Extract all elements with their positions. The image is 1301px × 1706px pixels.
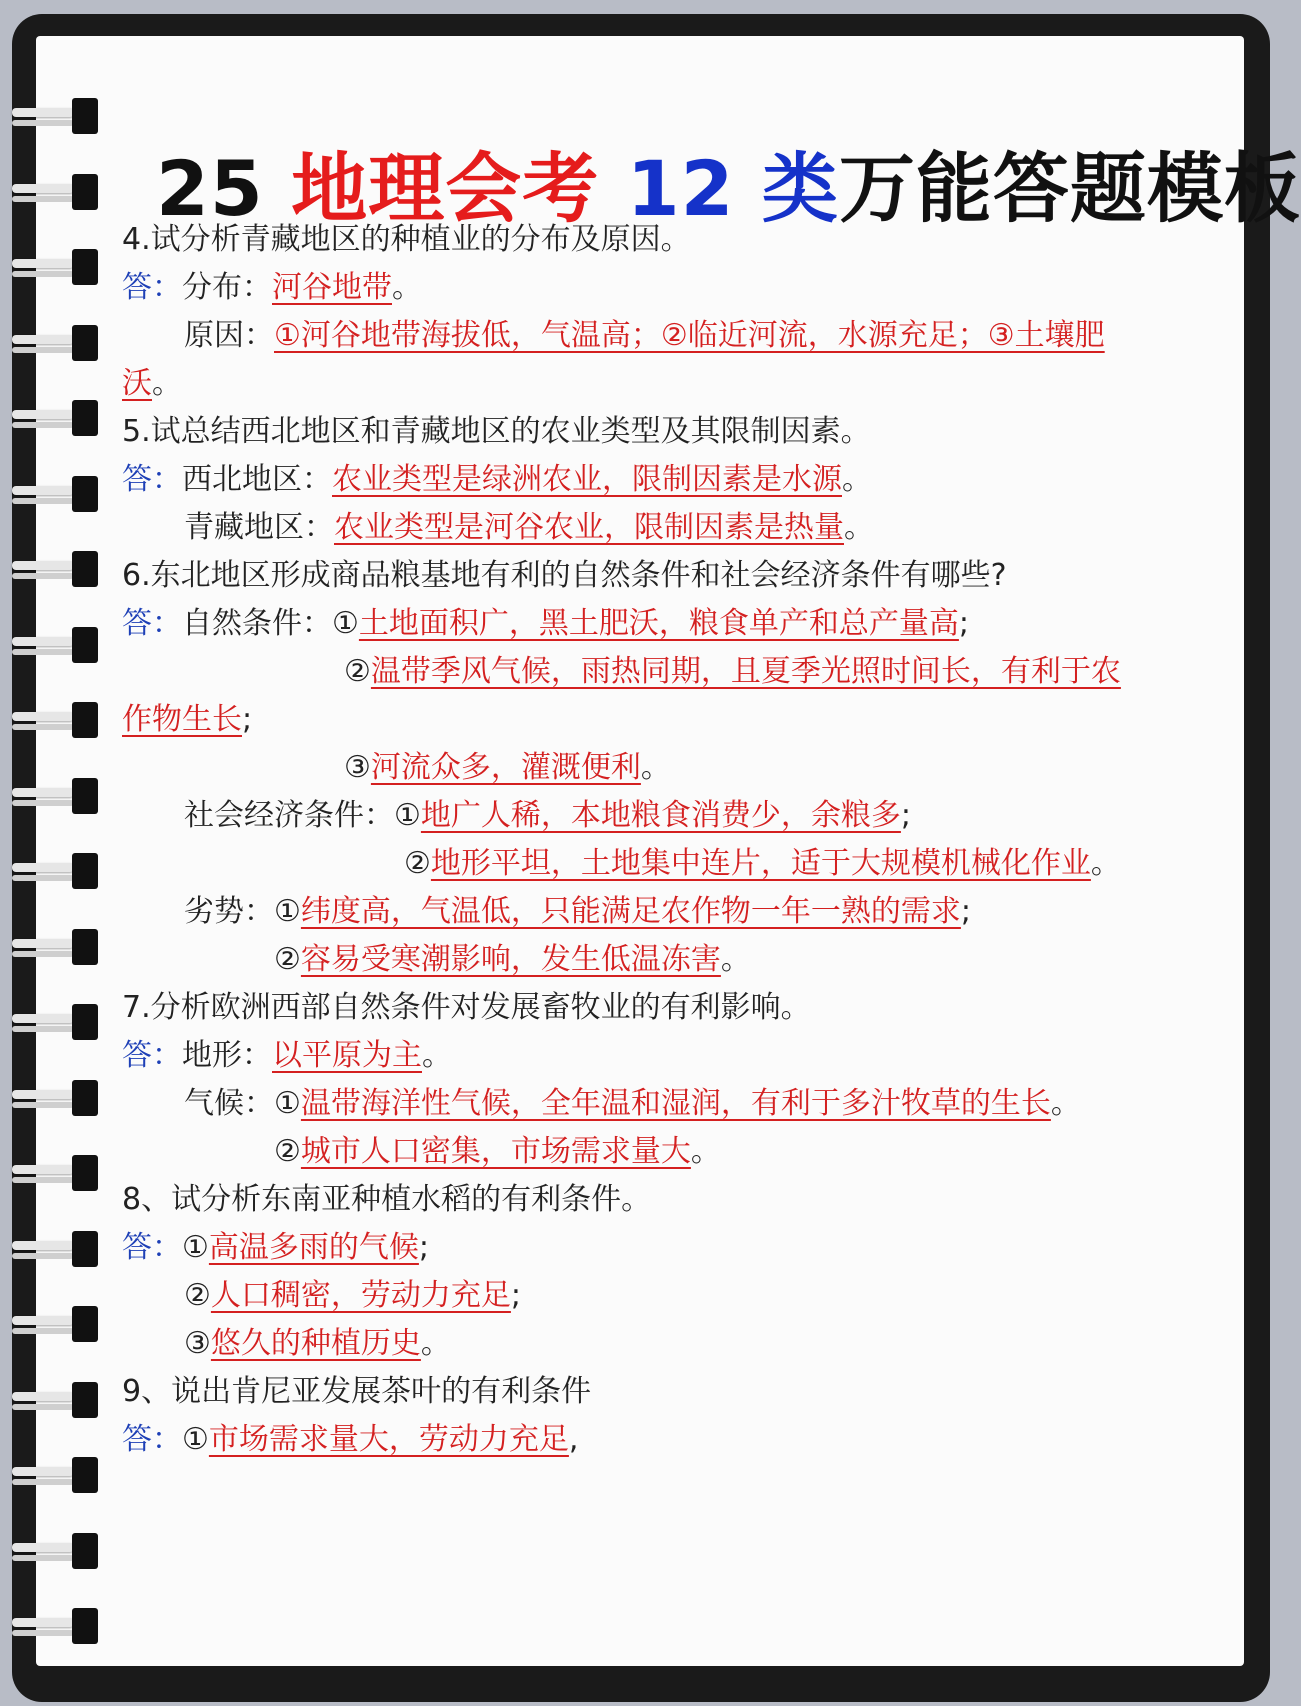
item-number: ② [404, 846, 431, 881]
item-number: ① [182, 1422, 209, 1457]
highlight-text: 城市人口密集，市场需求量大 [300, 1134, 691, 1169]
highlight-text: 地形平坦，土地集中连片，适于大规模机械化作业 [430, 846, 1091, 881]
answer-7-climate-2 [274, 1132, 721, 1172]
question-text: 5.试总结西北地区和青藏地区的农业类型及其限制因素。 [122, 414, 871, 449]
binding-ring [12, 1151, 104, 1195]
answer-4-reason [184, 316, 1105, 356]
item-label: 自然条件： [182, 606, 332, 641]
answer-5-qingzang [184, 508, 874, 548]
answer-6-disadvantage-1 [184, 892, 971, 932]
binding-ring [12, 245, 104, 289]
punct: 。 [1050, 1086, 1081, 1121]
item-label: 地形： [182, 1038, 272, 1073]
notebook-cover [12, 14, 1301, 1702]
question-text: 8、试分析东南亚种植水稻的有利条件。 [122, 1182, 652, 1217]
binding-ring [12, 623, 104, 667]
punct: 。 [420, 1326, 451, 1361]
punct: 。 [640, 750, 671, 785]
punct: , [568, 1422, 579, 1457]
punct: 。 [844, 510, 874, 545]
binding-ring [12, 1000, 104, 1044]
item-number: ① [274, 1086, 301, 1121]
answer-6-natural-2 [344, 652, 1121, 692]
highlight-text: 高温多雨的气候 [208, 1230, 419, 1265]
binding-ring [12, 1378, 104, 1422]
item-number: ② [274, 1134, 301, 1169]
punct: ; [958, 606, 970, 641]
title-part-type: 类 [761, 144, 839, 233]
question-6 [122, 556, 1007, 596]
answer-8-3 [184, 1324, 451, 1364]
highlight-text: 温带海洋性气候，全年温和湿润，有利于多汁牧草的生长 [300, 1086, 1051, 1121]
punct: ; [510, 1278, 522, 1313]
punct: 。 [392, 270, 422, 305]
question-4 [122, 220, 691, 260]
punct: ; [242, 702, 253, 737]
notebook-page [36, 36, 1301, 1666]
answer-5-northwest [122, 460, 872, 500]
answer-label: 答： [122, 462, 182, 497]
highlight-text: 沃 [122, 366, 152, 401]
answer-6-natural-2-cont [122, 700, 252, 740]
question-5 [122, 412, 871, 452]
binding-ring [12, 396, 104, 440]
answer-8-1 [122, 1228, 429, 1268]
binding-ring [12, 94, 104, 138]
answer-6-social-1 [184, 796, 911, 836]
highlight-text: 温带季风气候，雨热同期，且夏季光照时间长，有利于农 [370, 654, 1121, 689]
item-number: ① [182, 1230, 209, 1265]
answer-8-2 [184, 1276, 521, 1316]
highlight-text: 人口稠密，劳动力充足 [210, 1278, 511, 1313]
item-label: 原因： [184, 318, 274, 353]
punct: 。 [690, 1134, 721, 1169]
binding-ring [12, 547, 104, 591]
item-label: 社会经济条件： [184, 798, 394, 833]
highlight-text: 河谷地带 [272, 270, 392, 305]
answer-6-disadvantage-2 [274, 940, 751, 980]
question-7 [122, 988, 811, 1028]
item-label: 气候： [184, 1086, 274, 1121]
binding-ring [12, 849, 104, 893]
answer-label: 答： [122, 1038, 182, 1073]
item-number: ① [394, 798, 421, 833]
item-label: 青藏地区： [184, 510, 334, 545]
punct: 。 [720, 942, 751, 977]
answer-label: 答： [122, 606, 182, 641]
item-number: ③ [184, 1326, 211, 1361]
title-part-template: 万能答题模板 [838, 144, 1301, 233]
highlight-text: 农业类型是河谷农业，限制因素是热量 [334, 510, 844, 545]
question-text: 6.东北地区形成商品粮基地有利的自然条件和社会经济条件有哪些? [122, 558, 1007, 593]
highlight-text: 悠久的种植历史 [210, 1326, 421, 1361]
binding-ring [12, 1529, 104, 1573]
punct: 。 [842, 462, 872, 497]
question-9 [122, 1372, 591, 1412]
answer-7-climate-1 [184, 1084, 1081, 1124]
title-part-subject: 地理会考 [291, 144, 600, 233]
punct: ; [960, 894, 972, 929]
question-text: 4.试分析青藏地区的种植业的分布及原因。 [122, 222, 691, 257]
item-number: ② [274, 942, 301, 977]
highlight-text: 容易受寒潮影响，发生低温冻害 [300, 942, 721, 977]
item-number: ③ [344, 750, 371, 785]
punct: ; [418, 1230, 430, 1265]
highlight-text: 市场需求量大，劳动力充足 [208, 1422, 569, 1457]
punct: 。 [152, 366, 182, 401]
answer-6-natural-3 [344, 748, 671, 788]
punct: 。 [1090, 846, 1121, 881]
binding-ring [12, 1453, 104, 1497]
item-label: 西北地区： [182, 462, 332, 497]
highlight-text: 以平原为主 [272, 1038, 422, 1073]
answer-4-reason-cont [122, 364, 182, 404]
title-part-number: 25 [156, 144, 292, 233]
binding-ring [12, 698, 104, 742]
item-label: 劣势： [184, 894, 274, 929]
question-text: 9、说出肯尼亚发展茶叶的有利条件 [122, 1374, 592, 1409]
binding-ring [12, 1227, 104, 1271]
question-8 [122, 1180, 651, 1220]
title-part-count: 12 [599, 144, 762, 233]
item-label: 分布： [182, 270, 272, 305]
punct: ; [900, 798, 912, 833]
answer-label: 答： [122, 270, 182, 305]
item-number: ① [332, 606, 359, 641]
answer-6-social-2 [404, 844, 1121, 884]
binding-ring [12, 170, 104, 214]
answer-4-distribution [122, 268, 422, 308]
highlight-text: 地广人稀，本地粮食消费少，余粮多 [420, 798, 901, 833]
binding-ring [12, 925, 104, 969]
binding-ring [12, 472, 104, 516]
binding-ring [12, 1604, 104, 1648]
answer-label: 答： [122, 1422, 182, 1457]
highlight-text: 土地面积广，黑土肥沃，粮食单产和总产量高 [358, 606, 959, 641]
highlight-text: 农业类型是绿洲农业，限制因素是水源 [332, 462, 842, 497]
highlight-text: 作物生长 [122, 702, 242, 737]
binding-ring [12, 1302, 104, 1346]
answer-9-1 [122, 1420, 578, 1460]
binding-ring [12, 774, 104, 818]
item-number: ① [274, 894, 301, 929]
item-number: ② [344, 654, 371, 689]
answer-6-natural-1 [122, 604, 969, 644]
question-text: 7.分析欧洲西部自然条件对发展畜牧业的有利影响。 [122, 990, 811, 1025]
answer-7-terrain [122, 1036, 452, 1076]
binding-ring [12, 1076, 104, 1120]
highlight-text: 纬度高，气温低，只能满足农作物一年一熟的需求 [300, 894, 961, 929]
punct: 。 [422, 1038, 452, 1073]
answer-label: 答： [122, 1230, 182, 1265]
highlight-text: ①河谷地带海拔低，气温高；②临近河流，水源充足；③土壤肥 [274, 318, 1105, 353]
binding-ring [12, 321, 104, 365]
item-number: ② [184, 1278, 211, 1313]
highlight-text: 河流众多，灌溉便利 [370, 750, 641, 785]
